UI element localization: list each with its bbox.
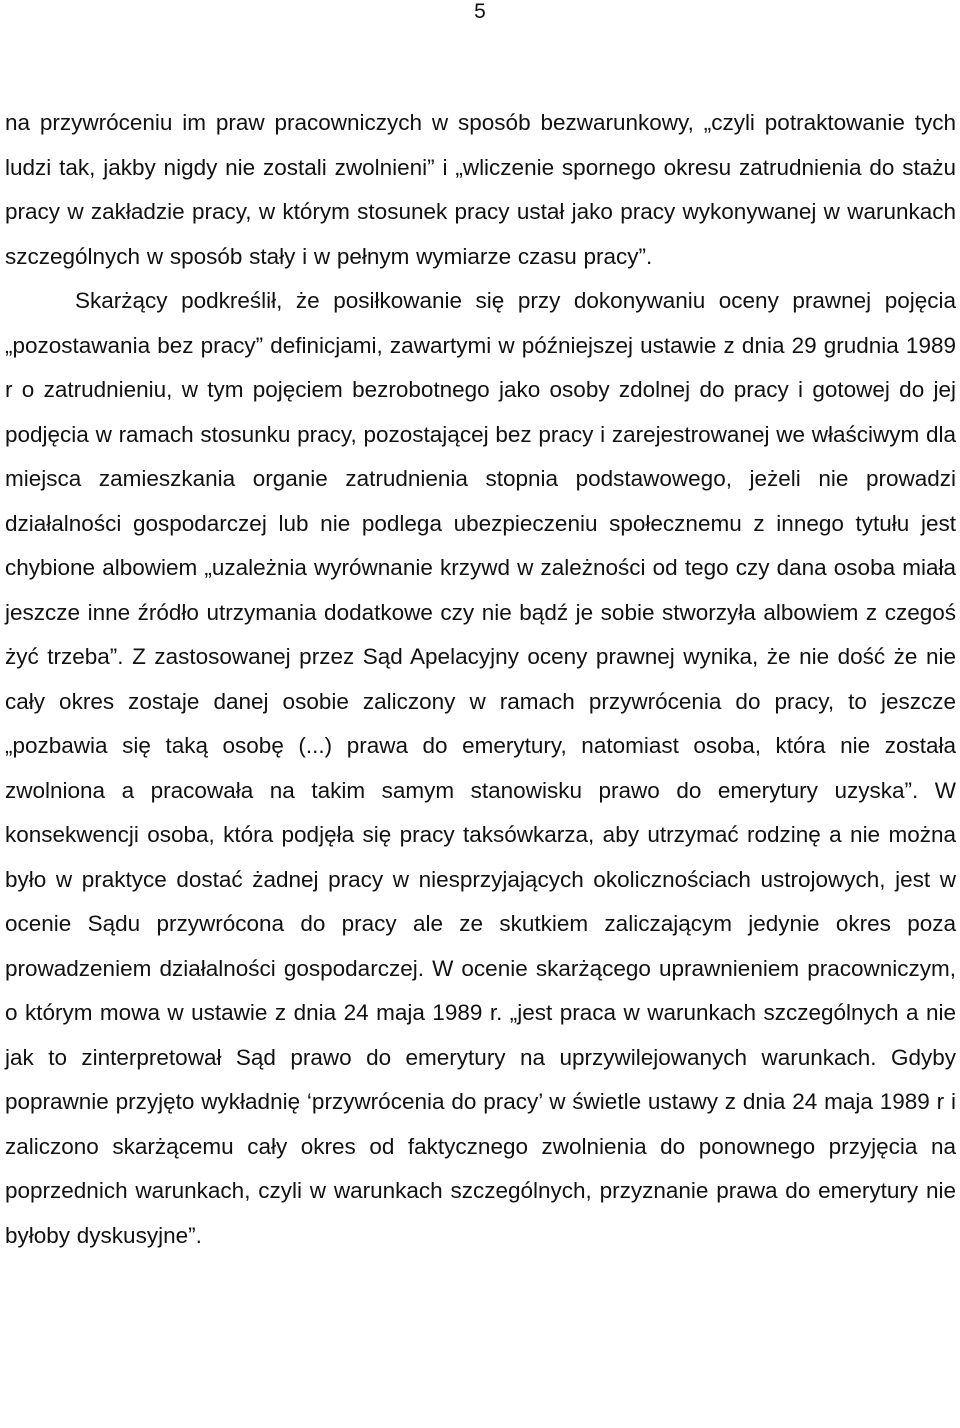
document-body xyxy=(5,101,956,1258)
paragraph-complainant-argument: Skarżący podkreślił, że posiłkowanie się przy dokonywaniu oceny prawnej pojęcia „pozostawania bez pracy” definicjami, zawartymi w późniejszej ustawie z dnia 29 grudnia 1989 r o zatrudnieniu, w tym pojęciem bezrobotnego jako osoby zdolnej do pracy i gotowej do jej podjęcia w ramach stosunku pracy, pozostającej bez pracy i zarejestrowanej we właściwym dla miejsca zamieszkania organie zatrudnienia stopnia podstawowego, jeżeli nie prowadzi działalności gospodarczej lub nie podlega ubezpieczeniu społecznemu z innego tytułu jest chybione albowiem „uzależnia wyrównanie krzywd w zależności od tego czy dana osoba miała jeszcze inne źródło utrzymania dodatkowe czy nie bądź je sobie stworzyła albowiem z czegoś żyć trzeba”. Z zastosowanej przez Sąd Apelacyjny oceny prawnej wynika, że nie dość że nie cały okres zostaje danej osobie zaliczony w ramach przywrócenia do pracy, to jeszcze „pozbawia się taką osobę (...) prawa do emerytury, natomiast osoba, która nie została zwolniona a pracowała na takim samym stanowisku prawo do emerytury uzyska”. W konsekwencji osoba, która podjęła się pracy taksówkarza, aby utrzymać rodzinę a nie można było w praktyce dostać żadnej pracy w niesprzyjających okolicznościach ustrojowych, jest w ocenie Sądu przywrócona do pracy ale ze skutkiem zaliczającym jedynie okres poza prowadzeniem działalności gospodarczej. W ocenie skarżącego uprawnieniem pracowniczym, o którym mowa w ustawie z dnia 24 maja 1989 r. „jest praca w warunkach szczególnych a nie jak to zinterpretował Sąd prawo do emerytury na uprzywilejowanych warunkach. Gdyby poprawnie przyjęto wykładnię ‘przywrócenia do pracy’ w świetle ustawy z dnia 24 maja 1989 r i zaliczono skarżącemu cały okres od faktycznego zwolnienia do ponownego przyjęcia na poprzednich warunkach, czyli w warunkach szczególnych, przyznanie prawa do emerytury nie byłoby dyskusyjne”. xyxy=(5,288,956,1248)
page-number: 5 xyxy=(474,0,486,23)
paragraph-continuation: na przywróceniu im praw pracowniczych w sposób bezwarunkowy, „czyli potraktowanie tych ludzi tak, jakby nigdy nie zostali zwolnieni” i „wliczenie spornego okresu zatrudnienia do stażu pracy w zakładzie pracy, w którym stosunek pracy ustał jako pracy wykonywanej w warunkach szczególnych w sposób stały i w pełnym wymiarze czasu pracy”. xyxy=(5,110,956,269)
